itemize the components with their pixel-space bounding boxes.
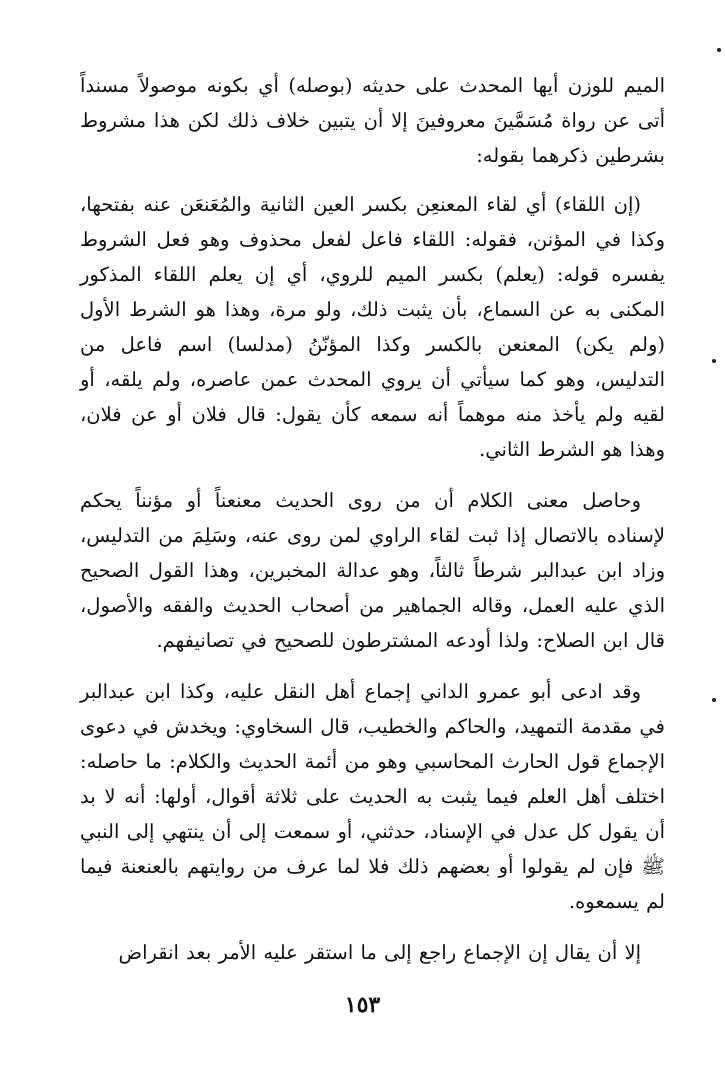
paragraph-5: إلا أن يقال إن الإجماع راجع إلى ما استقر عليه الأمر بعد انقراض [118,941,641,964]
margin-dot [712,698,716,702]
page-body [80,68,665,970]
paragraph-2: (إن اللقاء) أي لقاء المعنعِن بكسر العين الثانية والمُعَنعَن عنه بفتحها، وكذا في المؤنن، فقوله: اللقاء فاعل لفعل محذوف وهو فعل الشروط يفسره قوله: (يعلم) بكسر الميم للروي، أي إن يعلم اللقاء المذكور المكنى به عن السماع، بأن يثبت ذلك، ولو مرة، وهذا هو الشرط الأول (ولم يكن) المعنعن بالكسر وكذا المؤنّنُ (مدلسا) اسم فاعل من التدليس، وهو كما سيأتي أن يروي المحدث عمن عاصره، ولم يلقه، أو لقيه ولم يأخذ منه موهماً أنه سمعه كأن يقول: قال فلان أو عن فلان، وهذا هو الشرط الثاني. [80,193,665,461]
paragraph-3: وحاصل معنى الكلام أن من روى الحديث معنعناً أو مؤنناً يحكم لإسناده بالاتصال إذا ثبت لقاء الراوي لمن روى عنه، وسَلِمَ من التدليس، وزاد ابن عبدالبر شرطاً ثالثاً، وهو عدالة المخبرين، وهذا القول الصحيح الذي عليه العمل، وقاله الجماهير من أصحاب الحديث والفقه والأصول، قال ابن الصلاح: ولذا أودعه المشترطون للصحيح في تصانيفهم. [80,489,665,652]
margin-dot [717,48,721,52]
margin-dot [712,359,716,363]
page-number: ١٥٣ [344,992,381,1018]
paragraph-4: وقد ادعى أبو عمرو الداني إجماع أهل النقل عليه، وكذا ابن عبدالبر في مقدمة التمهيد، والحاكم والخطيب، قال السخاوي: ويخدش في دعوى الإجماع قول الحارث المحاسبي وهو من أئمة الحديث والكلام: ما حاصله: اختلف أهل العلم فيما يثبت به الحديث على ثلاثة أقوال، أولها: أنه لا بد أن يقول كل عدل في الإسناد، حدثني، أو سمعت إلى أن ينتهي إلى النبي ﷺ فإن لم يقولوا أو بعضهم ذلك فلا لما عرف من روايتهم بالعنعنة فيما لم يسمعوه. [80,680,665,913]
paragraph-1: الميم للوزن أيها المحدث على حديثه (بوصله) أي بكونه موصولاً مسنداً أتى عن رواة مُسَمَّينَ معروفينَ إلا أن يتبين خلاف ذلك لكن هذا مشروط بشرطين ذكرهما بقوله: [80,74,665,167]
